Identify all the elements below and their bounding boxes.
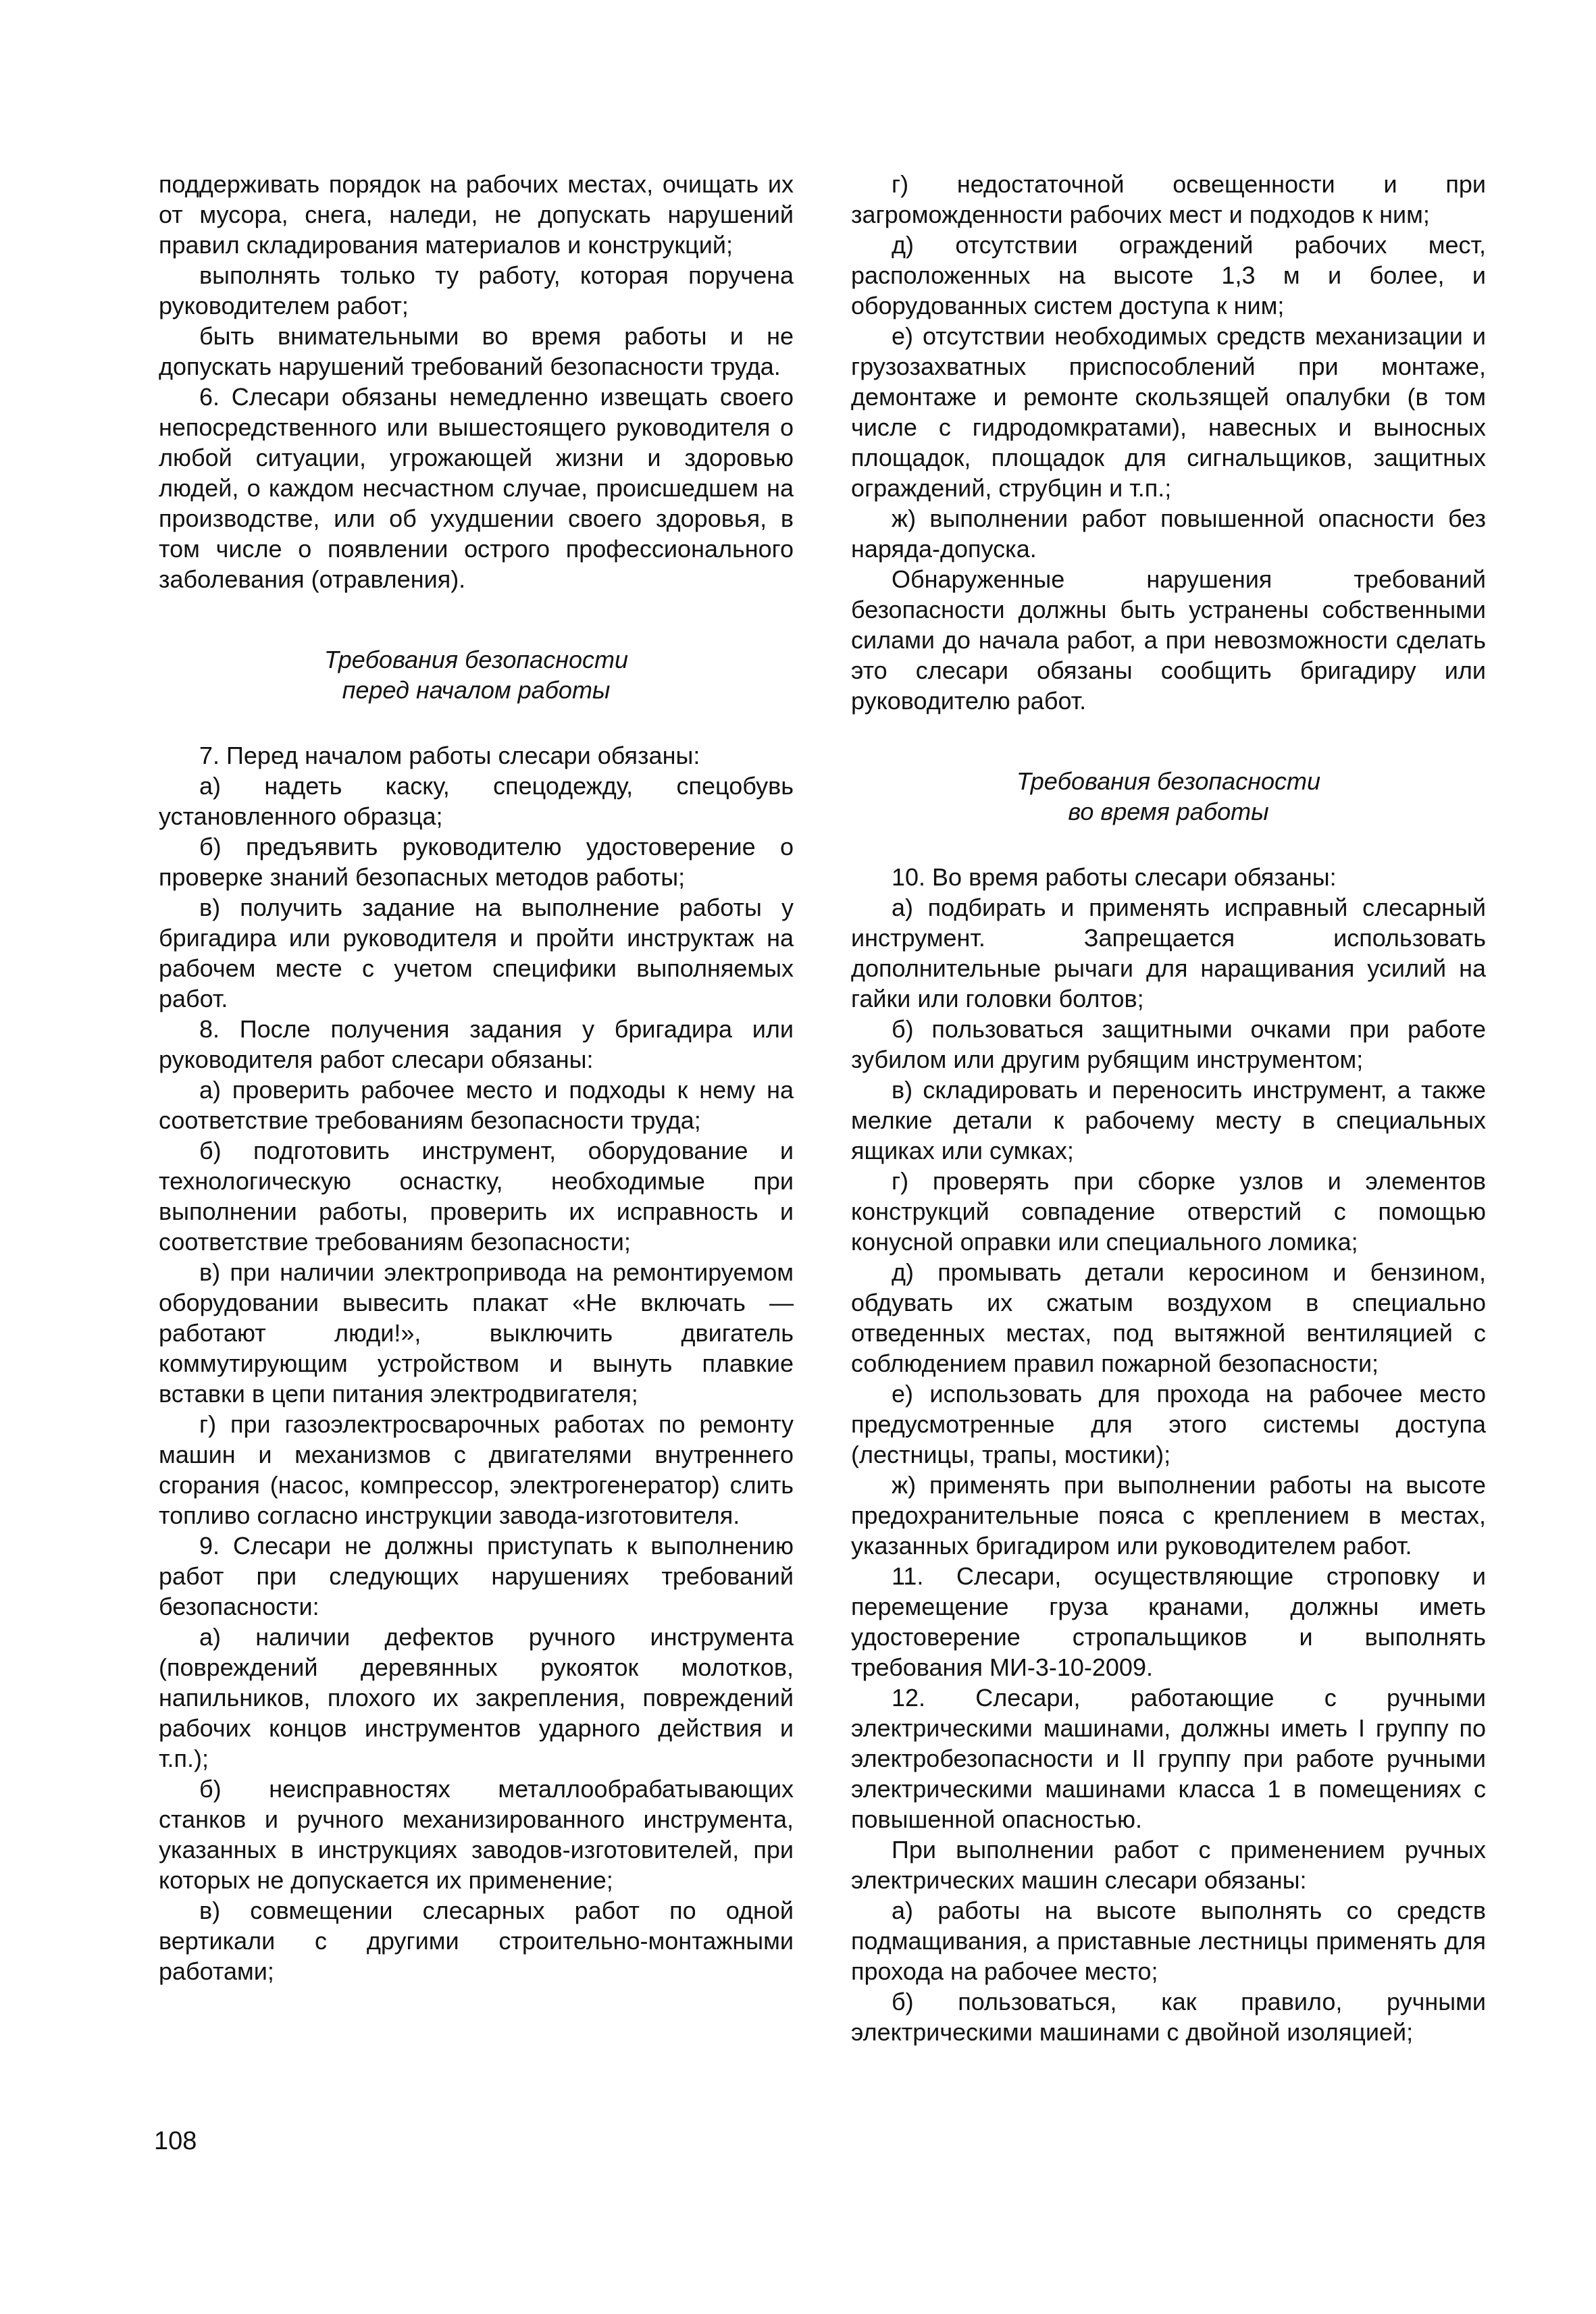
paragraph: е) использовать для прохода на рабочее место предусмотренные для этого системы доступа (лестницы, трапы, мостики); (851, 1380, 1486, 1468)
paragraph: а) надеть каску, спецодежду, спецобувь установленного образца; (159, 772, 794, 830)
paragraph: б) пользоваться защитными очками при работе зубилом или другим рубящим инструментом; (851, 1015, 1486, 1073)
paragraph: 9. Слесари не должны приступать к выполнению работ при следующих нарушениях требований безопасности: (159, 1532, 794, 1620)
paragraph: ж) выполнении работ повышенной опасности без наряда-допуска. (851, 505, 1486, 563)
paragraph: г) проверять при сборке узлов и элементов конструкций совпадение отверстий с помощью конусной оправки или специального ломика; (851, 1167, 1486, 1256)
section-heading-line: перед началом работы (342, 676, 611, 704)
section-heading-line: Требования безопасности (1016, 767, 1321, 795)
paragraph: 10. Во время работы слесари обязаны: (892, 863, 1337, 891)
paragraph: б) предъявить руководителю удостоверение о проверке знаний безопасных методов работы; (159, 833, 794, 891)
paragraph: 8. После получения задания у бригадира или руководителя работ слесари обязаны: (159, 1015, 794, 1073)
paragraph: а) работы на высоте выполнять со средств подмащивания, а приставные лестницы применять для прохода на рабочее место; (851, 1897, 1486, 1985)
paragraph: д) промывать детали керосином и бензином, обдувать их сжатым воздухом в специально отведенных местах, под вытяжной вентиляцией с соблюдением правил пожарной безопасности; (851, 1258, 1486, 1377)
paragraph: 12. Слесари, работающие с ручными электрическими машинами, должны иметь I группу по электробезопасности и II группу при работе ручными электрическими машинами класса 1 в помещениях с повышенной опасностью. (851, 1684, 1486, 1833)
paragraph: а) проверить рабочее место и подходы к нему на соответствие требованиям безопасности труда; (159, 1076, 794, 1134)
paragraph: б) неисправностях металлообрабатывающих станков и ручного механизированного инструмента, указанных в инструкциях заводов-изготовителей, при которых не допускается их применение; (159, 1775, 794, 1894)
section-heading-line: Требования безопасности (324, 646, 629, 673)
paragraph: б) подготовить инструмент, оборудование и технологическую оснастку, необходимые при выполнении работы, проверить их исправность и соответствие требованиям безопасности; (159, 1137, 794, 1256)
paragraph: а) наличии дефектов ручного инструмента (повреждений деревянных рукояток молотков, напильников, плохого их закрепления, повреждений рабочих концов инструментов ударного действия и т.п.); (159, 1623, 794, 1772)
right-column (851, 169, 1486, 2047)
paragraph: 11. Слесари, осуществляющие строповку и перемещение груза кранами, должны иметь удостоверение стропальщиков и выполнять требования МИ-3-10-2009. (851, 1562, 1486, 1681)
paragraph: поддерживать порядок на рабочих местах, очищать их от мусора, снега, наледи, не допускать нарушений правил складирования материалов и конструкций; (159, 170, 794, 259)
paragraph: а) подбирать и применять исправный слесарный инструмент. Запрещается использовать дополнительные рычаги для наращивания усилий на гайки или головки болтов; (851, 894, 1486, 1012)
paragraph: б) пользоваться, как правило, ручными электрическими машинами с двойной изоляцией; (851, 1988, 1486, 2046)
section-heading (159, 644, 794, 705)
paragraph: в) складировать и переносить инструмент, а также мелкие детали к рабочему месту в специальных ящиках или сумках; (851, 1076, 1486, 1164)
paragraph: ж) применять при выполнении работы на высоте предохранительные пояса с креплением в местах, указанных бригадиром или руководителем работ. (851, 1471, 1486, 1560)
section-heading-line: во время работы (1068, 798, 1269, 825)
paragraph: 7. Перед началом работы слесари обязаны: (199, 742, 700, 769)
paragraph: д) отсутствии ограждений рабочих мест, расположенных на высоте 1,3 м и более, и оборудованных систем доступа к ним; (851, 231, 1486, 319)
paragraph: в) получить задание на выполнение работы у бригадира или руководителя и пройти инструктаж на рабочем месте с учетом специфики выполняемых работ. (159, 894, 794, 1012)
paragraph: в) совмещении слесарных работ по одной вертикали с другими строительно-монтажными работами; (159, 1897, 794, 1985)
page-number: 108 (154, 2127, 197, 2155)
paragraph: 6. Слесари обязаны немедленно извещать своего непосредственного или вышестоящего руководителя о любой ситуации, угрожающей жизни и здоровью людей, о каждом несчастном случае, происшедшем на производстве, или об ухудшении своего здоровья, в том числе о появлении острого профессионального заболевания (отравления). (159, 383, 794, 593)
left-column (159, 169, 794, 1986)
paragraph: г) недостаточной освещенности и при загроможденности рабочих мест и подходов к ним; (851, 170, 1486, 228)
paragraph: в) при наличии электропривода на ремонтируемом оборудовании вывесить плакат «Не включать — работают люди!», выключить двигатель коммутирующим устройством и вынуть плавкие вставки в цепи питания электродвигателя; (159, 1258, 794, 1408)
paragraph: быть внимательными во время работы и не допускать нарушений требований безопасности труда. (159, 322, 794, 380)
section-heading (851, 766, 1486, 827)
paragraph: Обнаруженные нарушения требований безопасности должны быть устранены собственными силами до начала работ, а при невозможности сделать это слесари обязаны сообщить бригадиру или руководителю работ. (851, 565, 1486, 715)
paragraph: выполнять только ту работу, которая поручена руководителем работ; (159, 261, 794, 319)
paragraph: е) отсутствии необходимых средств механизации и грузозахватных приспособлений при монтаже, демонтаже и ремонте скользящей опалубки (в том числе с гидродомкратами), навесных и выносных площадок, площадок для сигнальщиков, защитных ограждений, струбцин и т.п.; (851, 322, 1486, 502)
paragraph: При выполнении работ с применением ручных электрических машин слесари обязаны: (851, 1836, 1486, 1894)
paragraph: г) при газоэлектросварочных работах по ремонту машин и механизмов с двигателями внутреннего сгорания (насос, компрессор, электрогенератор) слить топливо согласно инструкции завода-изготовителя. (159, 1410, 794, 1529)
